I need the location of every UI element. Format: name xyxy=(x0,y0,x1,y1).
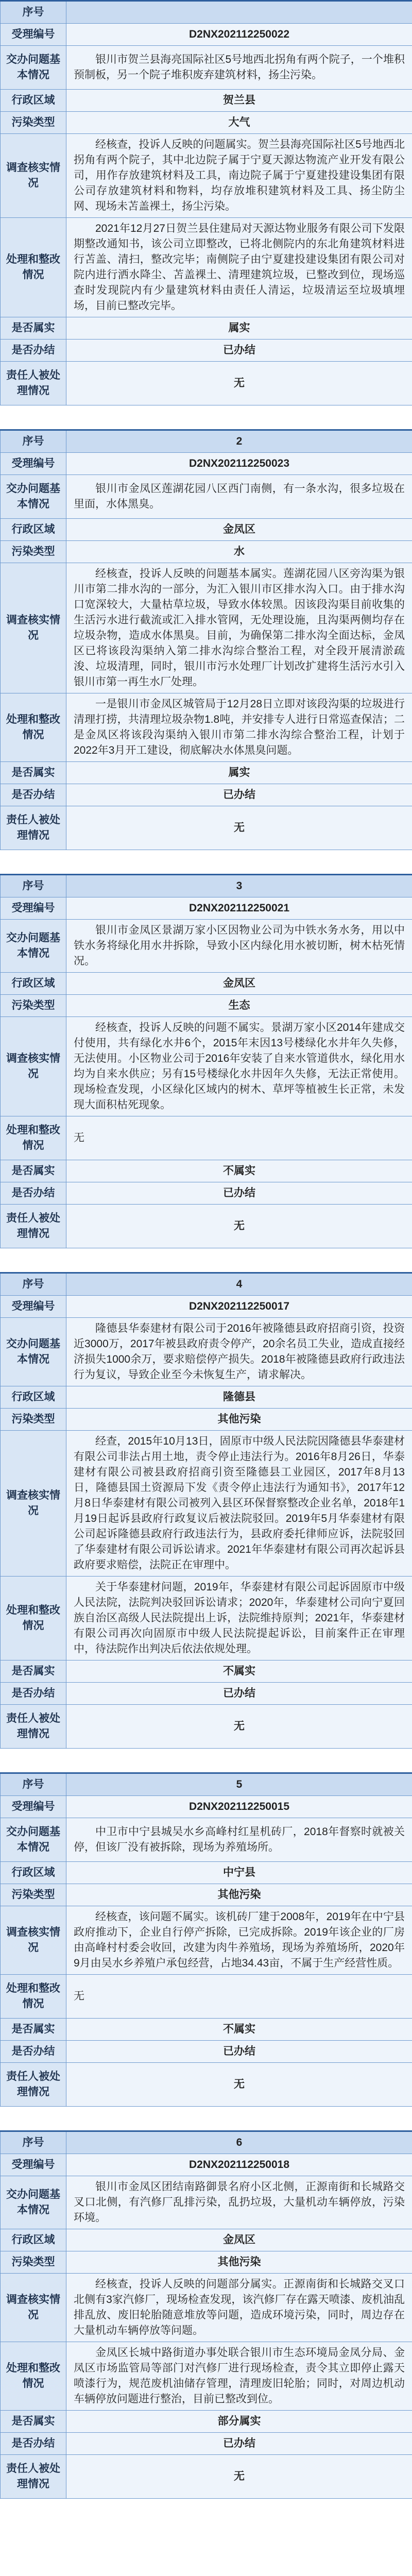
table-row xyxy=(1,1273,412,1296)
table-row xyxy=(1,1683,412,1705)
receipt-value: D2NX202112250017 xyxy=(66,1296,412,1318)
seq-label: 序号 xyxy=(1,2131,66,2154)
issue-label: 交办问题基本情况 xyxy=(1,46,66,90)
table-row xyxy=(1,46,412,90)
table-row xyxy=(1,340,412,362)
handling-value: 无 xyxy=(66,1116,412,1160)
table-row xyxy=(1,1116,412,1160)
seq-value xyxy=(66,1,412,24)
table-row xyxy=(1,2411,412,2433)
table-row xyxy=(1,1577,412,1660)
seq-label: 序号 xyxy=(1,875,66,897)
table-row xyxy=(1,475,412,519)
pollution-label: 污染类型 xyxy=(1,1409,66,1431)
accountable-value: 无 xyxy=(66,362,412,405)
table-row xyxy=(1,2019,412,2041)
table-row xyxy=(1,1017,412,1116)
case-table-1 xyxy=(0,0,412,405)
table-row xyxy=(1,1409,412,1431)
table-row xyxy=(1,2176,412,2229)
investigation-value: 经核查，投诉人反映的问题不属实。景湖万家小区2014年建成交付使用，共有绿化水井6个，2015年末因13号楼绿化水井年久失修，无法使用。小区物业公司于2016年安装了自来水管道供水，绿化用水均为自来水供应；另有15号楼绿化水井因年久失修，无法正常使用。现场检查发现，小区绿化区域内的树木、草坪等植被生长正常，未发现大面积枯死现象。 xyxy=(66,1017,412,1116)
seq-label: 序号 xyxy=(1,430,66,453)
table-row xyxy=(1,2131,412,2154)
accountable-label: 责任人被处理情况 xyxy=(1,1705,66,1749)
verified-value: 属实 xyxy=(66,762,412,784)
verified-label: 是否属实 xyxy=(1,2411,66,2433)
handling-value: 一是银川市金凤区城管局于12月28日立即对该段沟渠的垃圾进行清理打捞，共清理垃圾杂物1.8吨，并安排专人进行日常巡查保洁；二是金凤区将该段沟渠纳入银川市第二排水沟综合整治工程，计划于2022年3月开工建设，彻底解决水体黑臭问题。 xyxy=(66,693,412,762)
pollution-label: 污染类型 xyxy=(1,541,66,563)
case-block-3 xyxy=(0,874,412,1248)
region-label: 行政区域 xyxy=(1,90,66,112)
investigation-label: 调查核实情况 xyxy=(1,1431,66,1577)
table-row xyxy=(1,90,412,112)
issue-value: 银川市金凤区景湖万家小区因物业公司为中铁水务水务，用以中铁水务将绿化用水井拆除，导致小区内绿化用水被切断，树木枯死情况。 xyxy=(66,920,412,973)
verified-value: 属实 xyxy=(66,317,412,340)
investigation-label: 调查核实情况 xyxy=(1,1906,66,1975)
receipt-value: D2NX202112250018 xyxy=(66,2154,412,2176)
case-table-6 xyxy=(0,2130,412,2499)
seq-label: 序号 xyxy=(1,1773,66,1796)
verified-label: 是否属实 xyxy=(1,317,66,340)
table-row xyxy=(1,762,412,784)
case-block-6 xyxy=(0,2130,412,2499)
verified-value: 部分属实 xyxy=(66,2411,412,2433)
table-row xyxy=(1,1818,412,1862)
table-row xyxy=(1,1906,412,1975)
closed-label: 是否办结 xyxy=(1,340,66,362)
region-label: 行政区域 xyxy=(1,1386,66,1409)
table-row xyxy=(1,112,412,134)
case-block-2 xyxy=(0,429,412,850)
receipt-value: D2NX202112250021 xyxy=(66,897,412,920)
table-row xyxy=(1,995,412,1017)
case-block-1 xyxy=(0,0,412,405)
handling-label: 处理和整改情况 xyxy=(1,218,66,317)
closed-value: 已办结 xyxy=(66,2433,412,2455)
accountable-label: 责任人被处理情况 xyxy=(1,2455,66,2499)
table-row xyxy=(1,2251,412,2274)
table-row xyxy=(1,1431,412,1577)
receipt-label: 受理编号 xyxy=(1,453,66,475)
table-row xyxy=(1,453,412,475)
pollution-label: 污染类型 xyxy=(1,112,66,134)
table-row xyxy=(1,563,412,693)
table-row xyxy=(1,784,412,806)
receipt-value: D2NX202112250022 xyxy=(66,24,412,46)
region-label: 行政区域 xyxy=(1,519,66,541)
issue-label: 交办问题基本情况 xyxy=(1,2176,66,2229)
region-value: 金凤区 xyxy=(66,519,412,541)
table-row xyxy=(1,430,412,453)
table-row xyxy=(1,1182,412,1205)
investigation-value: 经核查，投诉人反映的问题部分属实。正源南街和长城路交叉口北侧有3家汽修厂，现场检查发现，该汽修厂存在露天喷漆、废机油乱排乱放、废旧轮胎随意堆放等问题，造成环境污染，同时，周边存在大量机动车辆停放等问题。 xyxy=(66,2274,412,2342)
table-row xyxy=(1,2229,412,2251)
closed-label: 是否办结 xyxy=(1,2041,66,2063)
issue-label: 交办问题基本情况 xyxy=(1,1318,66,1386)
table-row xyxy=(1,218,412,317)
accountable-value: 无 xyxy=(66,2455,412,2499)
region-label: 行政区域 xyxy=(1,1862,66,1884)
investigation-label: 调查核实情况 xyxy=(1,134,66,218)
seq-value: 6 xyxy=(66,2131,412,2154)
seq-value: 4 xyxy=(66,1273,412,1296)
receipt-label: 受理编号 xyxy=(1,24,66,46)
verified-label: 是否属实 xyxy=(1,762,66,784)
accountable-label: 责任人被处理情况 xyxy=(1,1205,66,1248)
closed-label: 是否办结 xyxy=(1,2433,66,2455)
seq-label: 序号 xyxy=(1,1,66,24)
issue-value: 银川市金凤区莲湖花园八区西门南侧，有一条水沟，很多垃圾在里面，水体黑臭。 xyxy=(66,475,412,519)
closed-value: 已办结 xyxy=(66,1683,412,1705)
table-row xyxy=(1,897,412,920)
pollution-value: 水 xyxy=(66,541,412,563)
accountable-value: 无 xyxy=(66,806,412,850)
handling-label: 处理和整改情况 xyxy=(1,1975,66,2019)
investigation-label: 调查核实情况 xyxy=(1,1017,66,1116)
closed-value: 已办结 xyxy=(66,1182,412,1205)
issue-value: 银川市贺兰县海亮国际社区5号地西北拐角有两个院子，一个堆积预制板，另一个院子堆积废弃建筑材料，扬尘污染。 xyxy=(66,46,412,90)
receipt-label: 受理编号 xyxy=(1,1796,66,1818)
seq-value: 5 xyxy=(66,1773,412,1796)
table-row xyxy=(1,519,412,541)
accountable-value: 无 xyxy=(66,1205,412,1248)
receipt-value: D2NX202112250015 xyxy=(66,1796,412,1818)
receipt-value: D2NX202112250023 xyxy=(66,453,412,475)
table-row xyxy=(1,2154,412,2176)
seq-label: 序号 xyxy=(1,1273,66,1296)
table-row xyxy=(1,1160,412,1182)
case-table-2 xyxy=(0,429,412,850)
seq-value: 2 xyxy=(66,430,412,453)
pollution-value: 其他污染 xyxy=(66,1884,412,1906)
table-row xyxy=(1,1296,412,1318)
table-row xyxy=(1,1660,412,1683)
table-row xyxy=(1,693,412,762)
closed-label: 是否办结 xyxy=(1,784,66,806)
accountable-label: 责任人被处理情况 xyxy=(1,362,66,405)
region-value: 贺兰县 xyxy=(66,90,412,112)
table-row xyxy=(1,806,412,850)
table-row xyxy=(1,920,412,973)
table-row xyxy=(1,1773,412,1796)
table-row xyxy=(1,1884,412,1906)
closed-value: 已办结 xyxy=(66,340,412,362)
verified-label: 是否属实 xyxy=(1,1160,66,1182)
table-row xyxy=(1,541,412,563)
case-block-5 xyxy=(0,1772,412,2107)
pollution-value: 其他污染 xyxy=(66,2251,412,2274)
accountable-value: 无 xyxy=(66,1705,412,1749)
closed-label: 是否办结 xyxy=(1,1683,66,1705)
table-row xyxy=(1,1975,412,2019)
region-label: 行政区域 xyxy=(1,973,66,995)
verified-label: 是否属实 xyxy=(1,2019,66,2041)
investigation-label: 调查核实情况 xyxy=(1,2274,66,2342)
table-row xyxy=(1,973,412,995)
handling-label: 处理和整改情况 xyxy=(1,693,66,762)
issue-label: 交办问题基本情况 xyxy=(1,920,66,973)
verified-value: 不属实 xyxy=(66,1660,412,1683)
handling-value: 2021年12月27日贺兰县住建局对天源达物业服务有限公司下发限期整改通知书，该公司立即整改，已将北侧院内的东北角建筑材料进行苫盖、清扫，整改完毕；南侧院子由宁夏建投建设集团有限公司对院内进行洒水降尘、苫盖裸土、清理建筑垃圾，已整改到位，现场巡查时发现院内有少量建筑材料由责任人清运，垃圾清运至垃圾填埋场，目前已整改完毕。 xyxy=(66,218,412,317)
closed-value: 已办结 xyxy=(66,2041,412,2063)
accountable-label: 责任人被处理情况 xyxy=(1,2063,66,2107)
issue-label: 交办问题基本情况 xyxy=(1,475,66,519)
case-table-3 xyxy=(0,874,412,1248)
verified-value: 不属实 xyxy=(66,2019,412,2041)
table-row xyxy=(1,2433,412,2455)
pollution-label: 污染类型 xyxy=(1,1884,66,1906)
receipt-label: 受理编号 xyxy=(1,1296,66,1318)
region-value: 金凤区 xyxy=(66,973,412,995)
investigation-label: 调查核实情况 xyxy=(1,563,66,693)
handling-label: 处理和整改情况 xyxy=(1,1577,66,1660)
table-row xyxy=(1,24,412,46)
table-row xyxy=(1,2455,412,2499)
region-value: 中宁县 xyxy=(66,1862,412,1884)
issue-value: 银川市金凤区团结南路御景名府小区北侧，正源南街和长城路交叉口北侧，有汽修厂乱排污染，乱扔垃圾，大量机动车辆停放，污染环境。 xyxy=(66,2176,412,2229)
pollution-value: 生态 xyxy=(66,995,412,1017)
pollution-label: 污染类型 xyxy=(1,2251,66,2274)
table-row xyxy=(1,2342,412,2411)
issue-value: 中卫市中宁县城吴水乡高峰村红星机砖厂，2018年督察时就被关停，但该厂没有被拆除，现场为养殖场所。 xyxy=(66,1818,412,1862)
region-value: 金凤区 xyxy=(66,2229,412,2251)
investigation-value: 经核查，投诉人反映的问题基本属实。莲湖花园八区旁沟渠为银川市第二排水沟的一部分，为汇入银川市区排水沟入口。由于排水沟口宽深较大，大量枯草垃圾，导致水体较黑。因该段沟渠目前收集的生活污水进行截流或汇入排水管网，无处理设施，且沟渠两侧均存在垃圾杂物，造成水体黑臭。目前，为确保第二排水沟全面达标，金凤区已将该段沟渠纳入第二排水沟综合整治工程，对全段开展清淤疏浚、垃圾清理，同时，银川市污水处理厂计划改扩建将生活污水引入银川市第一再生水厂处理。 xyxy=(66,563,412,693)
verified-label: 是否属实 xyxy=(1,1660,66,1683)
receipt-label: 受理编号 xyxy=(1,897,66,920)
case-block-4 xyxy=(0,1272,412,1749)
handling-label: 处理和整改情况 xyxy=(1,1116,66,1160)
case-table-4 xyxy=(0,1272,412,1749)
investigation-value: 经核查，该问题不属实。该机砖厂建于2008年，2019年在中宁县政府推动下，企业自行停产拆除，已完成拆除。2019年该企业的厂房由高峰村村委会收回，改建为肉牛养殖场，现场为养殖场所，2020年9月由吴水乡养殖户承包经营，占地34.43亩，不属于生产经营性质。 xyxy=(66,1906,412,1975)
receipt-label: 受理编号 xyxy=(1,2154,66,2176)
table-row xyxy=(1,1318,412,1386)
pollution-value: 其他污染 xyxy=(66,1409,412,1431)
table-row xyxy=(1,2063,412,2107)
closed-label: 是否办结 xyxy=(1,1182,66,1205)
table-row xyxy=(1,317,412,340)
issue-label: 交办问题基本情况 xyxy=(1,1818,66,1862)
table-row xyxy=(1,1705,412,1749)
table-row xyxy=(1,875,412,897)
table-row xyxy=(1,134,412,218)
seq-value: 3 xyxy=(66,875,412,897)
case-table-5 xyxy=(0,1772,412,2107)
investigation-value: 经查，2015年10月13日，固原市中级人民法院因隆德县华泰建材有限公司非法占用土地，责令停止违法行为。2016年8月26日，华泰建材有限公司被县政府招商引资至隆德县工业园区，2017年8月13日，隆德县国土资源局下发《责令停止违法行为通知书》，2017年12月8日华泰建材有限公司被列入县区环保督察整改企业名单，2018年1月19日起诉县政府行政复议后被法院驳回。2019年5月华泰建材有限公司起诉隆德县政府行政违法行为，县政府委托律师应诉，法院驳回了华泰建材有限公司诉讼请求。2021年华泰建材有限公司再次起诉县政府要求赔偿，法院正在审理中。 xyxy=(66,1431,412,1577)
table-row xyxy=(1,2041,412,2063)
region-label: 行政区域 xyxy=(1,2229,66,2251)
handling-value: 无 xyxy=(66,1975,412,2019)
table-row xyxy=(1,1205,412,1248)
verified-value: 不属实 xyxy=(66,1160,412,1182)
issue-value: 隆德县华泰建材有限公司于2016年被隆德县政府招商引资，投资近3000万，2017年被县政府责令停产，20余名员工失业，造成直接经济损失1000余万，要求赔偿停产损失。2018年被隆德县政府行政违法行为复议，导致企业至今未恢复生产，请求解决。 xyxy=(66,1318,412,1386)
pollution-value: 大气 xyxy=(66,112,412,134)
handling-value: 金凤区长城中路街道办事处联合银川市生态环境局金凤分局、金凤区市场监管局等部门对汽修厂进行现场检查，责令其立即停止露天喷漆行为，规范废机油储存管理，清理废旧轮胎；同时，对周边机动车辆停放问题进行整治，目前已整改到位。 xyxy=(66,2342,412,2411)
region-value: 隆德县 xyxy=(66,1386,412,1409)
handling-label: 处理和整改情况 xyxy=(1,2342,66,2411)
table-row xyxy=(1,1386,412,1409)
accountable-value: 无 xyxy=(66,2063,412,2107)
table-row xyxy=(1,1796,412,1818)
table-row xyxy=(1,2274,412,2342)
investigation-value: 经核查，投诉人反映的问题属实。贺兰县海亮国际社区5号地西北拐角有两个院子，其中北边院子属于宁夏天源达物流产业开发有限公司，用作存放建筑材料及工具，南边院子属于宁夏建投建设集团有限公司存放建筑材料和物料，均存放堆积建筑材料及工具、扬尘防尘网、现场未苫盖裸土，扬尘污染。 xyxy=(66,134,412,218)
table-row xyxy=(1,362,412,405)
handling-value: 关于华泰建材问题，2019年，华泰建材有限公司起诉固原市中级人民法院，法院判决驳回诉讼请求；2020年，华泰建材公司向宁夏回族自治区高级人民法院提出上诉，法院维持原判；2021年，华泰建材有限公司再次向固原市中级人民法院提起诉讼，目前案件正在审理中，待法院作出判决后依法依规处理。 xyxy=(66,1577,412,1660)
pollution-label: 污染类型 xyxy=(1,995,66,1017)
table-row xyxy=(1,1862,412,1884)
table-row xyxy=(1,1,412,24)
closed-value: 已办结 xyxy=(66,784,412,806)
accountable-label: 责任人被处理情况 xyxy=(1,806,66,850)
